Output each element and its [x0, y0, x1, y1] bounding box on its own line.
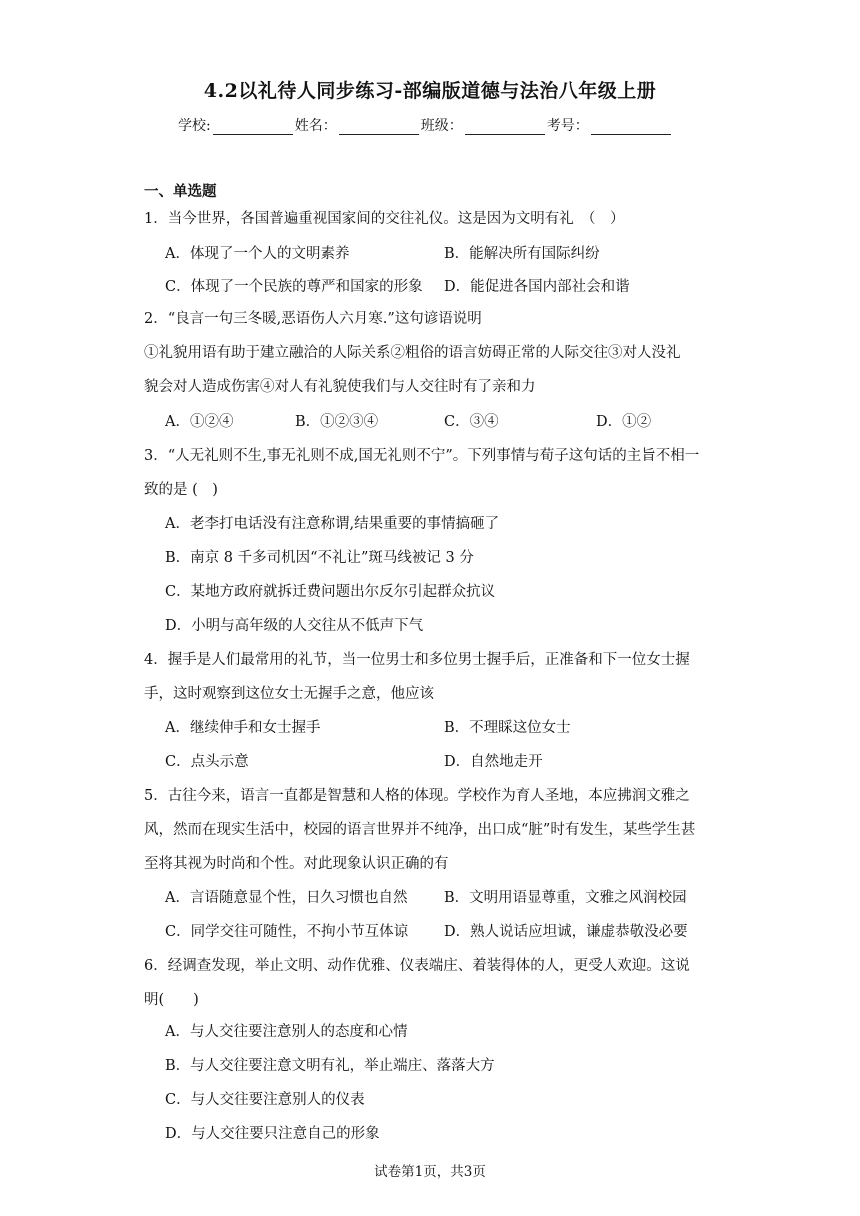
question-5-option-a: A．言语随意显个性，日久习惯也自然 [165, 890, 408, 906]
question-3-option-b: B．南京 8 千多司机因“不礼让”斑马线被记 3 分 [165, 550, 474, 566]
question-3-option-a: A．老李打电话没有注意称谓,结果重要的事情搞砸了 [165, 516, 500, 532]
question-1-stem: 1．当今世界，各国普遍重视国家间的交往礼仪。这是因为文明有礼 （ ） [144, 211, 625, 227]
question-2-stem: 2．“良言一句三冬暖,恶语伤人六月寒.”这句谚语说明 [144, 311, 482, 327]
question-5-stem: 5．古往今来，语言一直都是智慧和人格的体现。学校作为育人圣地，本应拂润文雅之 [144, 788, 690, 804]
question-4-stem: 4．握手是人们最常用的礼节，当一位男士和多位男士握手后，正准备和下一位女士握 [144, 652, 690, 668]
exam-number-label: 考号： [546, 118, 589, 134]
question-2-stem-line-2: ①礼貌用语有助于建立融洽的人际关系②粗俗的语言妨碍正常的人际交往③对人没礼 [144, 345, 681, 361]
section-title: 一、单选题 [144, 183, 217, 200]
question-4-option-b: B．不理睬这位女士 [444, 720, 571, 736]
question-5-stem-line-3: 至将其视为时尚和个性。对此现象认识正确的有 [144, 856, 449, 872]
question-5-option-b: B．文明用语显尊重，文雅之风润校园 [444, 890, 687, 906]
question-6-stem-line-2: 明( ) [144, 992, 199, 1008]
page-title: 4.2以礼待人同步练习-部编版道德与法治八年级上册 [203, 80, 657, 102]
question-2-option-b: B．①②③④ [295, 414, 379, 430]
question-3-option-d: D．小明与高年级的人交往从不低声下气 [165, 618, 424, 634]
question-3-option-c: C．某地方政府就拆迁费问题出尔反尔引起群众抗议 [165, 584, 496, 600]
question-4-option-a: A．继续伸手和女士握手 [165, 720, 321, 736]
question-5-option-d: D．熟人说话应坦诚，谦虚恭敬没必要 [444, 924, 688, 940]
question-6-option-a: A．与人交往要注意别人的态度和心情 [165, 1024, 408, 1040]
question-1-option-d: D．能促进各国内部社会和谐 [444, 279, 630, 295]
name-label: 姓名： [294, 118, 337, 134]
question-1-option-b: B．能解决所有国际纠纷 [444, 246, 600, 262]
question-6-option-b: B．与人交往要注意文明有礼，举止端庄、落落大方 [165, 1058, 495, 1074]
class-label: 班级： [420, 118, 463, 134]
class-blank [465, 119, 545, 135]
question-2-option-a: A．①②④ [165, 414, 234, 430]
question-6-option-c: C．与人交往要注意别人的仪表 [165, 1092, 365, 1108]
question-4-option-c: C．点头示意 [165, 754, 249, 770]
page-footer: 试卷第1页，共3页 [374, 1164, 486, 1180]
question-2-stem-line-3: 貌会对人造成伤害④对人有礼貌使我们与人交往时有了亲和力 [144, 379, 536, 395]
question-4-stem-line-2: 手，这时观察到这位女士无握手之意，他应该 [144, 686, 434, 702]
name-blank [339, 119, 419, 135]
question-5-option-c: C．同学交往可随性，不拘小节互体谅 [165, 924, 409, 940]
exam-number-blank [591, 119, 671, 135]
question-2-option-d: D．①② [596, 414, 652, 430]
question-3-stem-line-2: 致的是 ( ) [144, 482, 218, 498]
school-label: 学校: [178, 118, 211, 134]
question-1-option-c: C．体现了一个民族的尊严和国家的形象 [165, 279, 423, 295]
question-2-option-c: C．③④ [444, 414, 499, 430]
question-1-option-a: A．体现了一个人的文明素养 [165, 246, 350, 262]
school-blank [213, 119, 293, 135]
student-info-line [178, 115, 673, 135]
question-4-option-d: D．自然地走开 [444, 754, 543, 770]
question-5-stem-line-2: 风，然而在现实生活中，校园的语言世界并不纯净，出口成“脏”时有发生，某些学生甚 [144, 822, 696, 838]
question-6-stem: 6．经调查发现，举止文明、动作优雅、仪表端庄、着装得体的人，更受人欢迎。这说 [144, 958, 690, 974]
question-6-option-d: D．与人交往要只注意自己的形象 [165, 1126, 380, 1142]
question-3-stem: 3．“人无礼则不生,事无礼则不成,国无礼则不宁”。下列事情与荀子这句话的主旨不相一 [144, 448, 700, 464]
